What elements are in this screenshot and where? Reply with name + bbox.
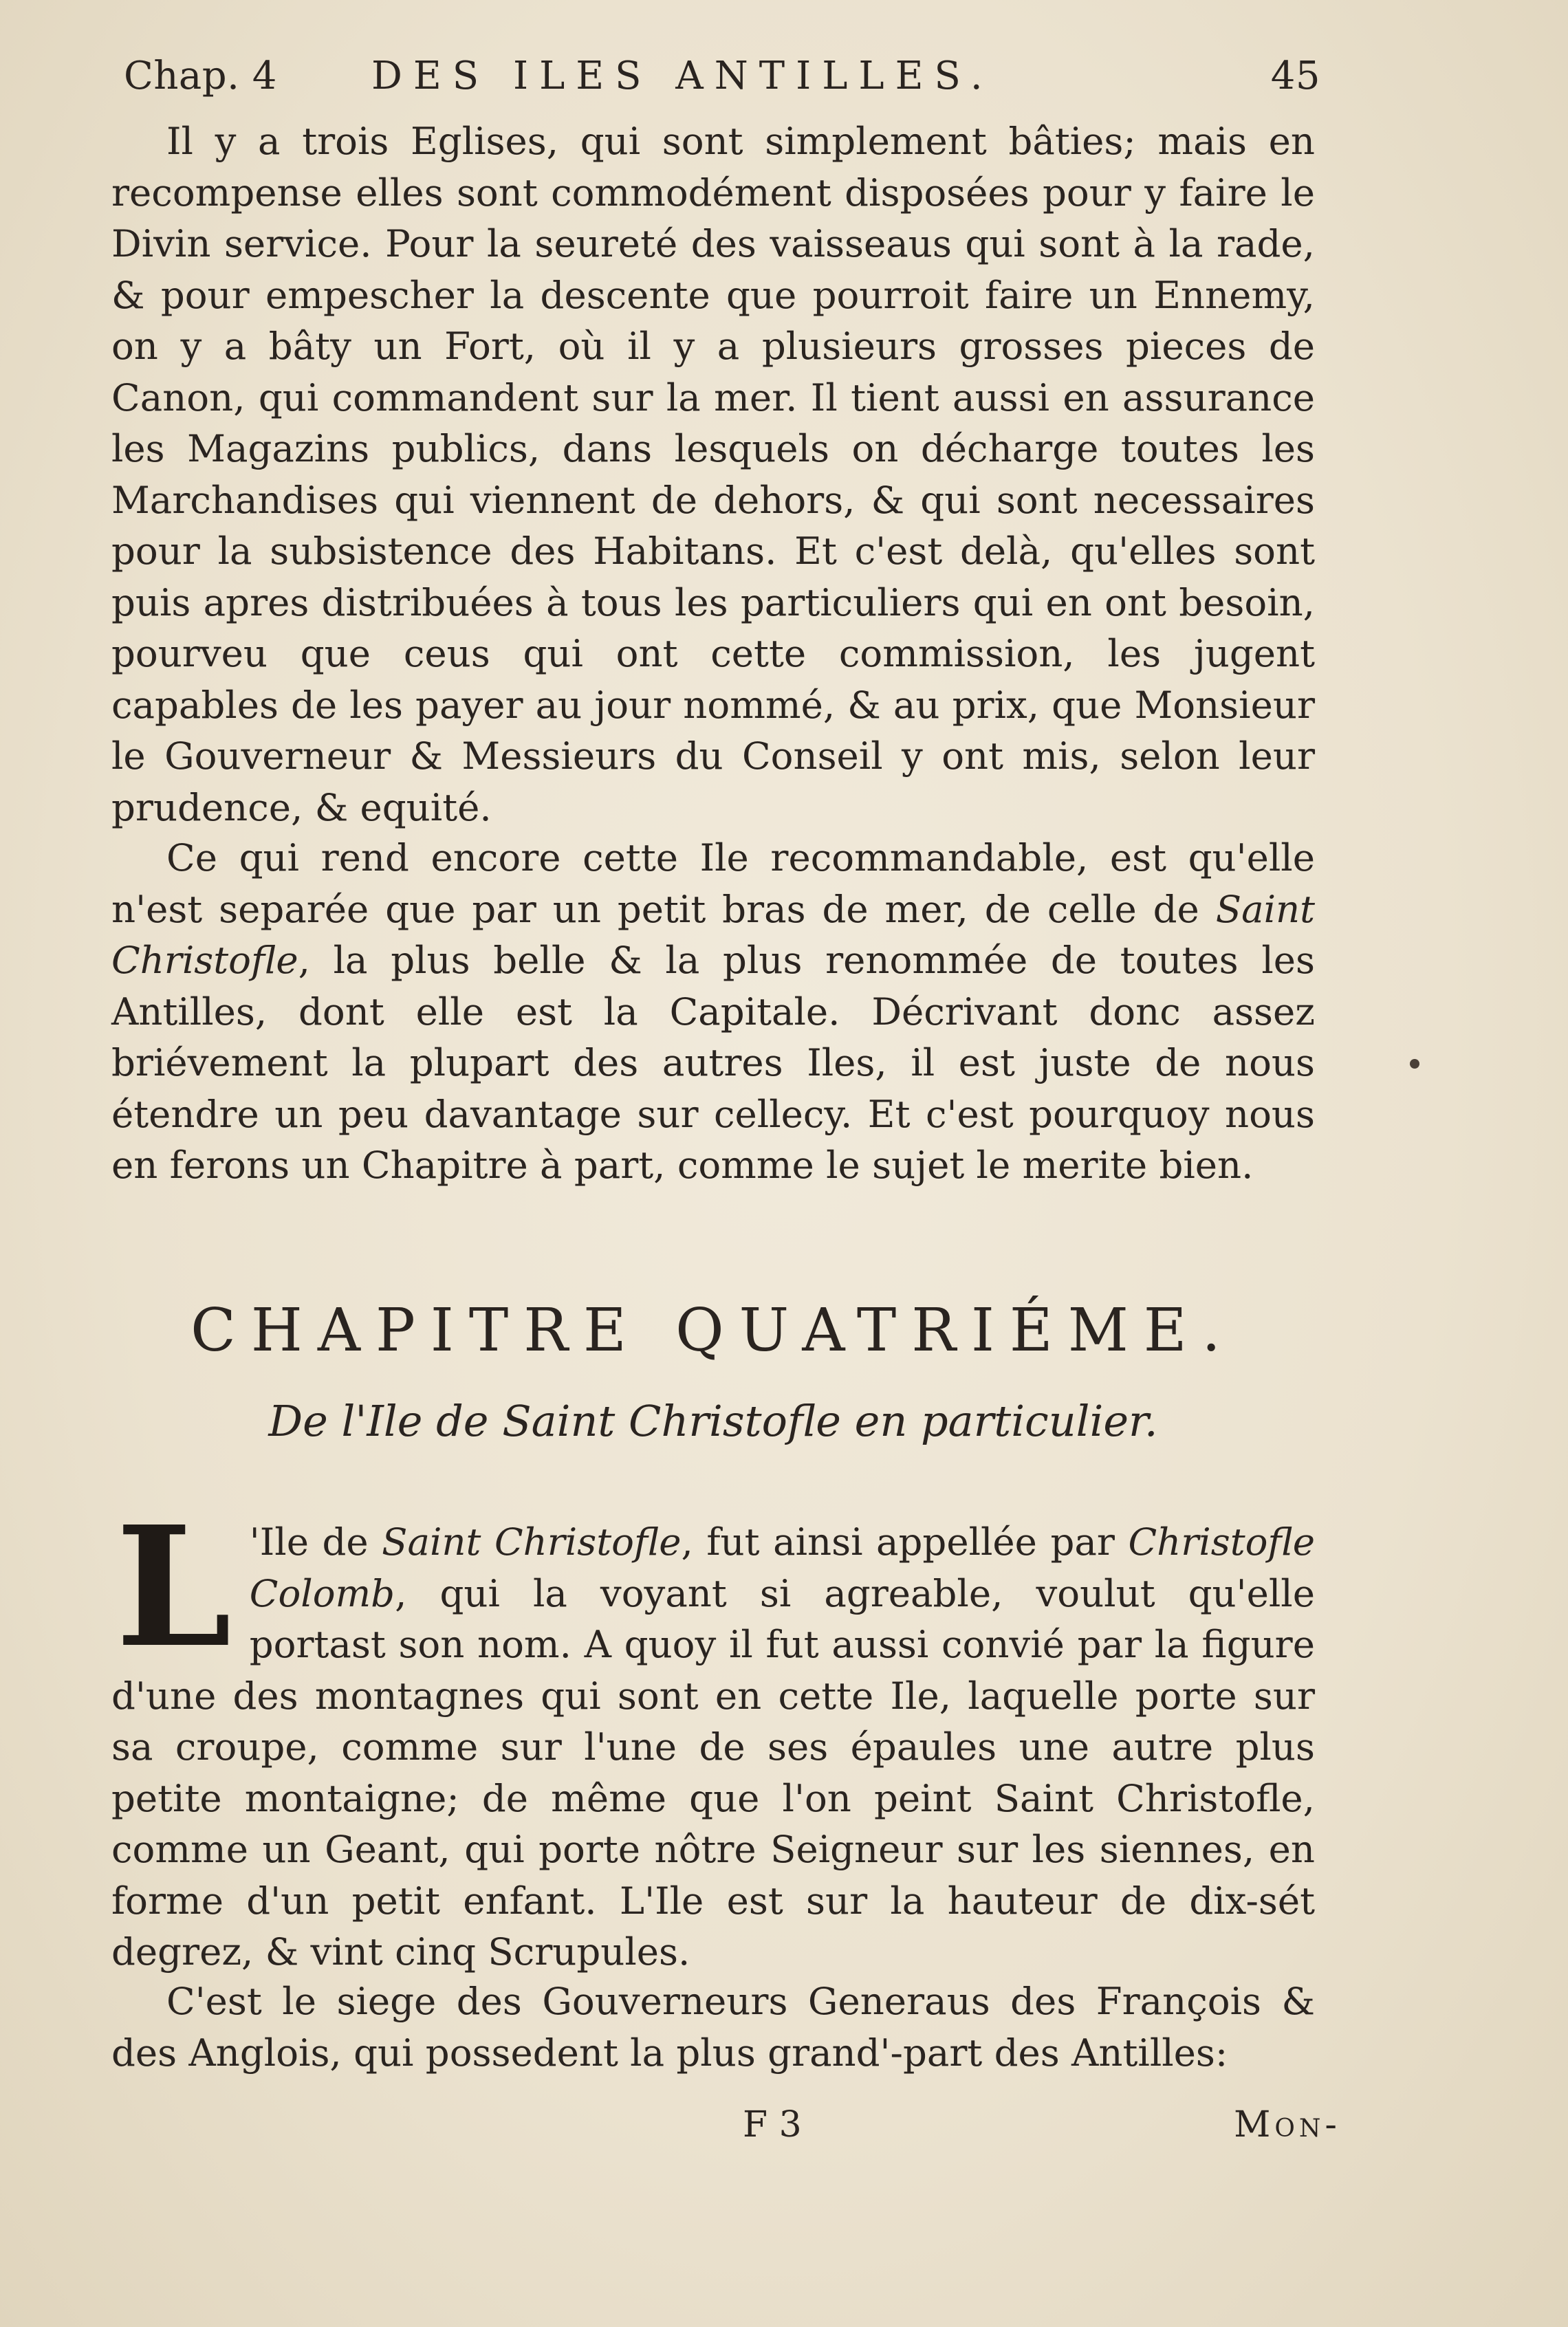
paragraph-recommandable (111, 832, 1315, 1191)
chapter-marker: Chap. 4 (124, 54, 277, 98)
paragraph-text (111, 832, 1315, 1191)
drop-cap-initial: L (116, 1490, 232, 1684)
chapter-heading: CHAPITRE QUATRIÉME. (190, 1296, 1236, 1365)
page-number: 45 (1270, 54, 1320, 98)
italic-run: Christofle Colomb (249, 1520, 1316, 1615)
text-run: , qui la voyant si agreable, voulut qu'elle portast son nom. A quoy il fut aussi convié par la figure d'une des montagnes qui sont en cette Ile, laquelle porte sur sa croupe, comme sur l'une de ses épaules une autre plus petite montaigne; de même que l'on peint Saint Christofle, comme un Geant, qui porte nôtre Seigneur sur les siennes, en forme d'un petit enfant. L'Ile est sur la hauteur de dix-sét degrez, & vint cinq Scrupules. (111, 1571, 1315, 1974)
paragraph-churches-fort (111, 116, 1315, 833)
text-run: Ce qui rend encore cette Ile recommandable, est qu'elle n'est separée que par un petit bras de mer, de celle de (111, 835, 1315, 931)
text-run: 'Ile de (249, 1520, 382, 1564)
italic-run: Saint Christofle (382, 1520, 682, 1564)
paragraph-text: C'est le siege des Gouverneurs Generaus des François & des Anglois, qui possedent la plus grand'-part des Antilles: (111, 1979, 1315, 2075)
signature-mark: F 3 (743, 2104, 802, 2145)
catchword: Mon- (1234, 2104, 1341, 2145)
chapter-subtitle: De l'Ile de Saint Christofle en particulier. (268, 1396, 1158, 1446)
paragraph-text: Il y a trois Eglises, qui sont simplement bâties; mais en recompense elles sont commodément disposées pour y faire le Divin service. Pour la seureté des vaisseaus qui sont à la rade, & pour empescher la descente que pourroit faire un Ennemy, on y a bâty un Fort, où il y a plusieurs grosses pieces de Canon, qui commandent sur la mer. Il tient aussi en assurance les Magazins publics, dans lesquels on décharge toutes les Marchandises qui viennent de dehors, & qui sont necessaires pour la subsistence des Habitans. Et c'est delà, qu'elles sont puis apres distribuées à tous les particuliers qui en ont besoin, pourveu que ceus qui ont cette commission, les jugent capables de les payer au jour nommé, & au prix, que Monsieur le Gouverneur & Messieurs du Conseil y ont mis, selon leur prudence, & equité. (111, 119, 1315, 829)
paragraph-text (111, 1490, 1316, 1978)
paragraph-gouverneurs (111, 1976, 1315, 2078)
text-run: , la plus belle & la plus renommée de toutes les Antilles, dont elle est la Capitale. Décrivant donc assez briévement la plupart des autres Iles, il est juste de nous étendre un peu davantage sur cellecy. Et c'est pourquoy nous en ferons un Chapitre à part, comme le sujet le merite bien. (111, 938, 1315, 1187)
text-run: , fut ainsi appellée par (681, 1520, 1129, 1564)
running-title: DES ILES ANTILLES. (371, 54, 994, 98)
ink-spot (1410, 1059, 1419, 1069)
running-head (124, 54, 1320, 109)
paragraph-saint-christofle (111, 1490, 1316, 1978)
italic-run: Saint Christofle (111, 886, 1315, 982)
